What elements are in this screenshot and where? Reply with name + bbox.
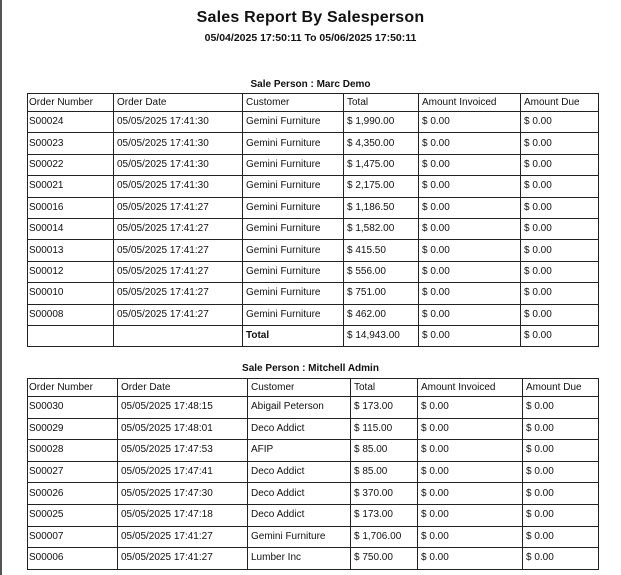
order-number-cell: S00007 xyxy=(28,526,118,548)
total-cell: $ 1,706.00 xyxy=(351,526,418,548)
column-header-order-number: Order Number xyxy=(28,94,114,112)
order-date-cell: 05/05/2025 17:41:27 xyxy=(114,304,243,325)
table-row xyxy=(28,154,599,175)
amount-invoiced-cell: $ 0.00 xyxy=(418,461,523,483)
total-cell: $ 173.00 xyxy=(351,504,418,526)
amount-invoiced-cell: $ 0.00 xyxy=(419,133,521,154)
amount-invoiced-cell: $ 0.00 xyxy=(418,504,523,526)
table-row xyxy=(28,440,599,462)
amount-due-cell: $ 0.00 xyxy=(521,176,599,197)
amount-due-cell: $ 0.00 xyxy=(523,483,599,505)
table-row xyxy=(28,526,599,548)
column-header-total: Total xyxy=(351,379,418,397)
amount-invoiced-cell: $ 0.00 xyxy=(419,240,521,261)
order-number-cell: S00006 xyxy=(28,548,118,570)
customer-cell: Gemini Furniture xyxy=(243,304,344,325)
order-number-cell: S00024 xyxy=(28,112,114,133)
total-cell: $ 115.00 xyxy=(351,418,418,440)
order-number-cell: S00016 xyxy=(28,197,114,218)
total-cell: $ 1,186.50 xyxy=(344,197,419,218)
total-cell: $ 556.00 xyxy=(344,261,419,282)
order-number-cell: S00014 xyxy=(28,218,114,239)
table-header-row xyxy=(28,379,599,397)
total-row xyxy=(28,325,599,346)
table-row xyxy=(28,504,599,526)
order-date-cell: 05/05/2025 17:41:27 xyxy=(114,197,243,218)
section-title-mitchell-admin: Sale Person : Mitchell Admin xyxy=(242,363,379,374)
total-cell: $ 4,350.00 xyxy=(344,133,419,154)
amount-due-cell: $ 0.00 xyxy=(521,240,599,261)
table-row xyxy=(28,261,599,282)
table-row xyxy=(28,483,599,505)
column-header-amount-invoiced: Amount Invoiced xyxy=(419,94,521,112)
customer-cell: Deco Addict xyxy=(248,461,351,483)
amount-invoiced-cell: $ 0.00 xyxy=(419,176,521,197)
column-header-amount-due: Amount Due xyxy=(521,94,599,112)
amount-due-cell: $ 0.00 xyxy=(521,197,599,218)
amount-due-cell: $ 0.00 xyxy=(521,112,599,133)
total-cell: $ 370.00 xyxy=(351,483,418,505)
order-date-cell: 05/05/2025 17:41:27 xyxy=(114,261,243,282)
amount-invoiced-cell: $ 0.00 xyxy=(418,440,523,462)
order-number-cell: S00008 xyxy=(28,304,114,325)
total-label: Total xyxy=(243,325,344,346)
table-row xyxy=(28,548,599,570)
customer-cell: Gemini Furniture xyxy=(243,283,344,304)
amount-due-cell: $ 0.00 xyxy=(521,261,599,282)
customer-cell: Gemini Furniture xyxy=(243,112,344,133)
table-row xyxy=(28,112,599,133)
order-number-cell: S00030 xyxy=(28,397,118,419)
amount-invoiced-cell: $ 0.00 xyxy=(418,418,523,440)
order-date-cell: 05/05/2025 17:48:15 xyxy=(118,397,248,419)
order-date-cell: 05/05/2025 17:41:27 xyxy=(118,526,248,548)
report-date-range: 05/04/2025 17:50:11 To 05/06/2025 17:50:11 xyxy=(204,32,417,44)
order-number-cell: S00025 xyxy=(28,504,118,526)
total-amount-invoiced: $ 0.00 xyxy=(419,325,521,346)
table-row xyxy=(28,397,599,419)
order-date-cell: 05/05/2025 17:47:18 xyxy=(118,504,248,526)
total-row-empty-cell xyxy=(28,325,114,346)
customer-cell: Gemini Furniture xyxy=(243,261,344,282)
order-date-cell: 05/05/2025 17:47:30 xyxy=(118,483,248,505)
order-number-cell: S00010 xyxy=(28,283,114,304)
amount-invoiced-cell: $ 0.00 xyxy=(418,483,523,505)
total-amount: $ 14,943.00 xyxy=(344,325,419,346)
table-header-row xyxy=(28,94,599,112)
column-header-customer: Customer xyxy=(248,379,351,397)
amount-due-cell: $ 0.00 xyxy=(521,218,599,239)
table-row xyxy=(28,304,599,325)
amount-due-cell: $ 0.00 xyxy=(523,548,599,570)
customer-cell: Deco Addict xyxy=(248,504,351,526)
total-cell: $ 1,475.00 xyxy=(344,154,419,175)
order-date-cell: 05/05/2025 17:41:27 xyxy=(114,218,243,239)
order-number-cell: S00026 xyxy=(28,483,118,505)
amount-invoiced-cell: $ 0.00 xyxy=(418,548,523,570)
order-date-cell: 05/05/2025 17:47:41 xyxy=(118,461,248,483)
total-cell: $ 1,990.00 xyxy=(344,112,419,133)
customer-cell: Gemini Furniture xyxy=(243,240,344,261)
customer-cell: Deco Addict xyxy=(248,418,351,440)
total-cell: $ 415.50 xyxy=(344,240,419,261)
order-date-cell: 05/05/2025 17:47:53 xyxy=(118,440,248,462)
order-date-cell: 05/05/2025 17:41:30 xyxy=(114,133,243,154)
order-number-cell: S00021 xyxy=(28,176,114,197)
amount-invoiced-cell: $ 0.00 xyxy=(419,154,521,175)
customer-cell: Abigail Peterson xyxy=(248,397,351,419)
table-row xyxy=(28,197,599,218)
amount-due-cell: $ 0.00 xyxy=(521,283,599,304)
table-row xyxy=(28,240,599,261)
report-title: Sales Report By Salesperson xyxy=(196,9,425,26)
amount-due-cell: $ 0.00 xyxy=(521,133,599,154)
amount-due-cell: $ 0.00 xyxy=(523,504,599,526)
order-number-cell: S00023 xyxy=(28,133,114,154)
column-header-amount-due: Amount Due xyxy=(523,379,599,397)
section-title-marc-demo: Sale Person : Marc Demo xyxy=(250,79,371,90)
table-row xyxy=(28,283,599,304)
total-cell: $ 2,175.00 xyxy=(344,176,419,197)
column-header-amount-invoiced: Amount Invoiced xyxy=(418,379,523,397)
customer-cell: Gemini Furniture xyxy=(243,197,344,218)
table-row xyxy=(28,418,599,440)
order-date-cell: 05/05/2025 17:41:30 xyxy=(114,154,243,175)
customer-cell: Deco Addict xyxy=(248,483,351,505)
sales-table-marc-demo xyxy=(27,93,599,347)
customer-cell: Lumber Inc xyxy=(248,548,351,570)
amount-invoiced-cell: $ 0.00 xyxy=(419,261,521,282)
total-cell: $ 173.00 xyxy=(351,397,418,419)
customer-cell: Gemini Furniture xyxy=(243,176,344,197)
sales-table-mitchell-admin xyxy=(27,378,599,570)
table-row xyxy=(28,218,599,239)
total-cell: $ 85.00 xyxy=(351,461,418,483)
amount-due-cell: $ 0.00 xyxy=(523,418,599,440)
amount-due-cell: $ 0.00 xyxy=(521,154,599,175)
customer-cell: AFIP xyxy=(248,440,351,462)
total-amount-due: $ 0.00 xyxy=(521,325,599,346)
column-header-order-date: Order Date xyxy=(118,379,248,397)
column-header-order-date: Order Date xyxy=(114,94,243,112)
total-cell: $ 1,582.00 xyxy=(344,218,419,239)
amount-due-cell: $ 0.00 xyxy=(523,440,599,462)
order-number-cell: S00012 xyxy=(28,261,114,282)
order-number-cell: S00027 xyxy=(28,461,118,483)
total-cell: $ 85.00 xyxy=(351,440,418,462)
total-row-empty-cell xyxy=(114,325,243,346)
amount-invoiced-cell: $ 0.00 xyxy=(419,112,521,133)
amount-invoiced-cell: $ 0.00 xyxy=(419,283,521,304)
total-cell: $ 750.00 xyxy=(351,548,418,570)
order-number-cell: S00029 xyxy=(28,418,118,440)
order-date-cell: 05/05/2025 17:41:30 xyxy=(114,176,243,197)
amount-invoiced-cell: $ 0.00 xyxy=(418,397,523,419)
table-row xyxy=(28,176,599,197)
amount-invoiced-cell: $ 0.00 xyxy=(419,304,521,325)
amount-due-cell: $ 0.00 xyxy=(523,397,599,419)
order-number-cell: S00022 xyxy=(28,154,114,175)
total-cell: $ 462.00 xyxy=(344,304,419,325)
order-date-cell: 05/05/2025 17:41:27 xyxy=(118,548,248,570)
customer-cell: Gemini Furniture xyxy=(243,154,344,175)
customer-cell: Gemini Furniture xyxy=(243,133,344,154)
table-row xyxy=(28,133,599,154)
column-header-total: Total xyxy=(344,94,419,112)
amount-invoiced-cell: $ 0.00 xyxy=(418,526,523,548)
amount-invoiced-cell: $ 0.00 xyxy=(419,218,521,239)
amount-due-cell: $ 0.00 xyxy=(521,304,599,325)
total-cell: $ 751.00 xyxy=(344,283,419,304)
order-date-cell: 05/05/2025 17:41:27 xyxy=(114,240,243,261)
customer-cell: Gemini Furniture xyxy=(243,218,344,239)
order-date-cell: 05/05/2025 17:48:01 xyxy=(118,418,248,440)
order-number-cell: S00028 xyxy=(28,440,118,462)
customer-cell: Gemini Furniture xyxy=(248,526,351,548)
column-header-customer: Customer xyxy=(243,94,344,112)
amount-invoiced-cell: $ 0.00 xyxy=(419,197,521,218)
order-date-cell: 05/05/2025 17:41:27 xyxy=(114,283,243,304)
order-date-cell: 05/05/2025 17:41:30 xyxy=(114,112,243,133)
table-row xyxy=(28,461,599,483)
column-header-order-number: Order Number xyxy=(28,379,118,397)
order-number-cell: S00013 xyxy=(28,240,114,261)
amount-due-cell: $ 0.00 xyxy=(523,526,599,548)
amount-due-cell: $ 0.00 xyxy=(523,461,599,483)
